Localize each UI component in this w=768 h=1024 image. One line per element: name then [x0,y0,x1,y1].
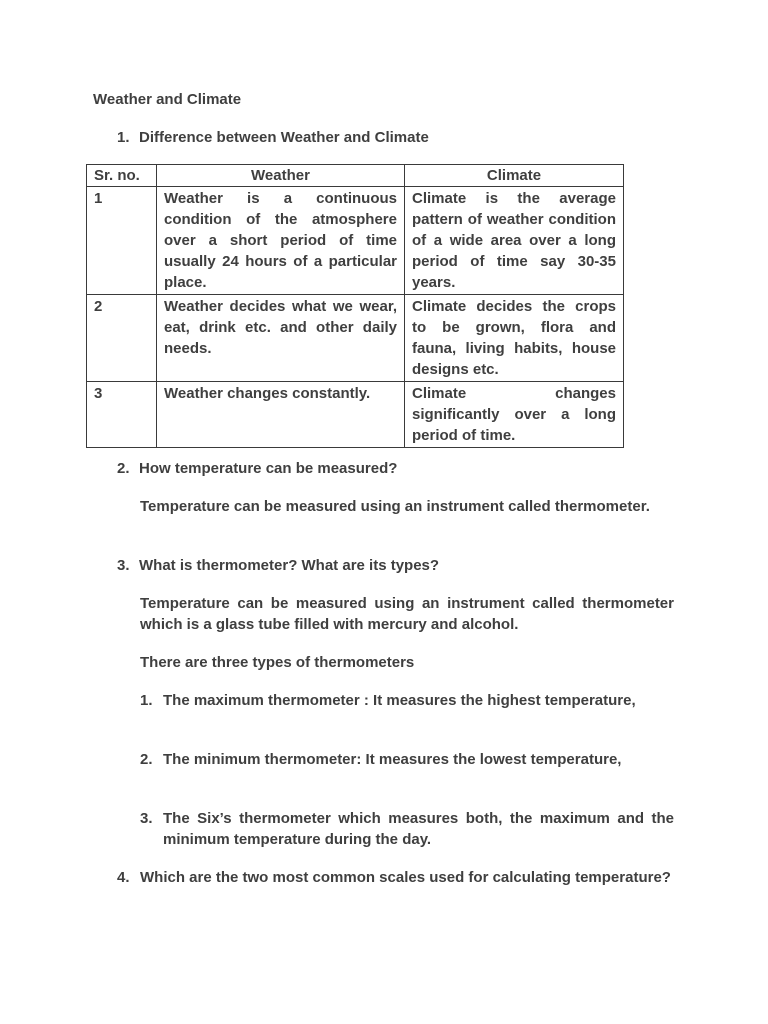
list-item-text: The Six’s thermometer which measures both, the maximum and the minimum temperature during the day. [163,810,674,848]
cell-sr: 2 [87,295,157,382]
thermometer-types-intro: There are three types of thermometers [140,654,415,671]
cell-weather: Weather changes constantly. [157,382,405,448]
question-4-number: 4. [117,869,130,886]
table-row [87,295,624,382]
list-item-number: 3. [140,810,153,827]
question-2 [117,458,677,479]
question-3-text: What is thermometer? What are its types? [139,557,440,574]
list-item-text: The maximum thermometer : It measures the highest temperature, [163,692,636,709]
answer-3: Temperature can be measured using an instrument called thermometer which is a glass tube filled with mercury and alcohol. [140,595,674,633]
question-4 [117,867,674,888]
header-weather: Weather [157,165,405,187]
header-sr-no: Sr. no. [87,165,157,187]
question-3-number: 3. [117,557,130,574]
list-item [140,690,674,711]
comparison-table [86,164,624,448]
list-item-number: 1. [140,692,153,709]
answer-2: Temperature can be measured using an instrument called thermometer. [140,498,650,515]
question-2-number: 2. [117,460,130,477]
section-1-heading-text: Difference between Weather and Climate [139,129,429,146]
cell-sr: 1 [87,187,157,295]
question-3 [117,555,677,576]
list-item-number: 2. [140,751,153,768]
list-item [140,749,674,770]
section-1-heading [117,127,429,148]
section-1-number: 1. [117,129,130,146]
cell-climate: Climate decides the crops to be grown, flora and fauna, living habits, house designs etc. [405,295,624,382]
list-item [140,808,674,850]
cell-weather: Weather is a continuous condition of the atmosphere over a short period of time usually 24 hours of a particular place. [157,187,405,295]
list-item-text: The minimum thermometer: It measures the lowest temperature, [163,751,622,768]
table-row [87,382,624,448]
cell-climate: Climate changes significantly over a long period of time. [405,382,624,448]
table-header-row [87,165,624,187]
document-title: Weather and Climate [93,91,242,108]
question-2-text: How temperature can be measured? [139,460,398,477]
cell-weather: Weather decides what we wear, eat, drink etc. and other daily needs. [157,295,405,382]
table-row [87,187,624,295]
cell-climate: Climate is the average pattern of weather condition of a wide area over a long period of time say 30-35 years. [405,187,624,295]
header-climate: Climate [405,165,624,187]
cell-sr: 3 [87,382,157,448]
question-4-text: Which are the two most common scales used for calculating temperature? [140,869,671,886]
